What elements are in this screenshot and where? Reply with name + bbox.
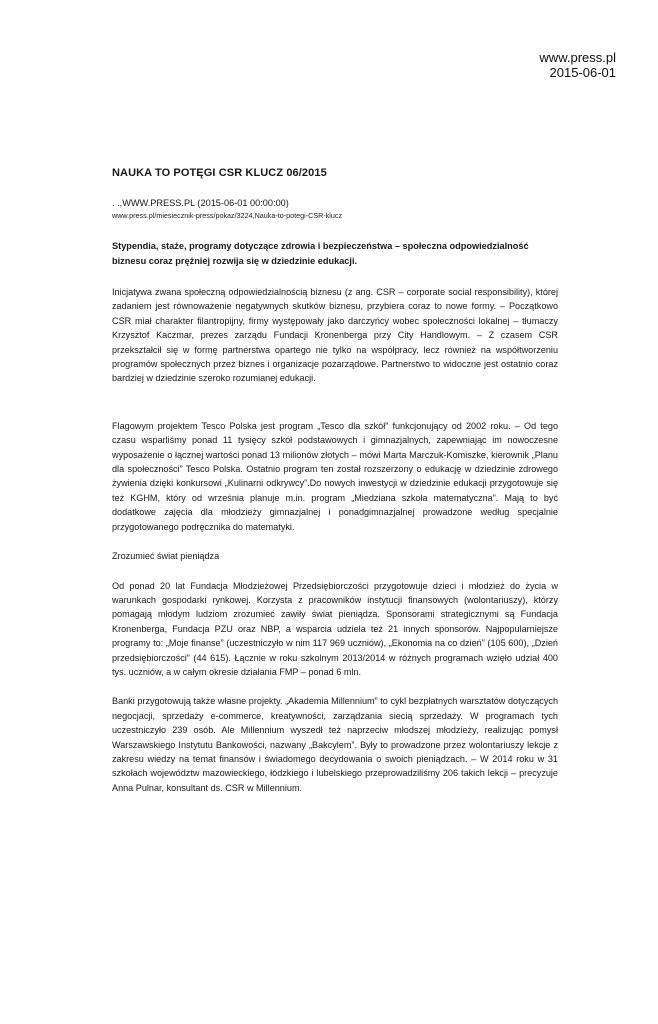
header-date: 2015-06-01 — [549, 65, 616, 80]
article-paragraph: Inicjatywa zwana społeczną odpowiedzialnością biznesu (z ang. CSR – corporate social responsibility), której zadaniem jest równoważenie negatywnych skutków biznesu, przybiera coraz to nowe formy. – Początkowo CSR miał charakter filantropijny, firmy występowały jako darczyńcy wobec społeczności lokalnej – tłumaczy Krzysztof Kaczmar, prezes zarządu Fundacji Kronenberga przy City Handlowym. – Z czasem CSR przekształcił się w formę partnerstwa opartego nie tylko na współpracy, lecz również na współtworzeniu programów społecznych przez biznes i organizacje pozarządowe. Partnerstwo to widoczne jest ostatnio coraz bardziej w dziedzinie szeroko rozumianej edukacji. — [112, 287, 558, 384]
article-source: . .,WWW.PRESS.PL (2015-06-01 00:00:00) — [112, 198, 289, 208]
section-heading: Zrozumieć świat pieniądza — [112, 551, 220, 562]
article-paragraph: Flagowym projektem Tesco Polska jest program „Tesco dla szkół” funkcjonujący od 2002 roku. – Od tego czasu wsparliśmy ponad 11 tysięcy szkół podstawowych i gimnazjalnych, zapewniając im nowoczesne wyposażenie o łącznej wartości ponad 13 milionów złotych – mówi Marta Marczuk-Komiszke, kierownik „Planu dla społeczności” Tesco Polska. Ostatnio program ten został rozszerzony o edukację w dziedzinie zdrowego żywienia dzięki konkursowi „Kulinarni odkrywcy”.Do nowych inwestycji w dziedzinie edukacji przygotowuje się też KGHM, który od września planuje m.in. program „Miedziana szkoła matematyczna”. Mają to być dodatkowe zajęcia dla młodzieży gimnazjalnej i ponadgimnazjalnej prowadzone według specjalnie przygotowanego podręcznika do matematyki. — [112, 420, 558, 532]
article-paragraph: Od ponad 20 lat Fundacja Młodzieżowej Przedsiębiorczości przygotowuje dzieci i młodzież do życia w warunkach gospodarki rynkowej. Korzysta z pracowników instytucji finansowych (wolontariuszy), którzy pomagają młodym ludziom zrozumieć zawiły świat pieniądza. Sponsorami strategicznymi są Fundacja Kronenberga, Fundacja PZU oraz NBP, a wsparcia udziela też 21 innych sponsorów. Najpopularniejsze programy to: „Moje finanse” (uczestniczyło w nim 117 969 uczniów), „Ekonomia na co dzień” (105 600), „Dzień przedsiębiorczości” (44 615). Łącznie w roku szkolnym 2013/2014 w różnych programach wzięło udział 400 tys. uczniów, a w całym okresie działania FMP – ponad 6 mln. — [112, 580, 558, 677]
site-name: www.press.pl — [539, 50, 616, 65]
page-header — [539, 50, 616, 80]
article-title: NAUKA TO POTĘGI CSR KLUCZ 06/2015 — [112, 167, 327, 179]
article — [112, 167, 558, 810]
article-url: www.press.pl/miesiecznik-press/pokaz/3224,Nauka-to-potegi-CSR-klucz — [112, 211, 343, 220]
article-paragraph: Banki przygotowują także własne projekty. „Akademia Millennium” to cykl bezpłatnych warsztatów dotyczących negocjacji, sprzedaży e-commerce, kreatywności, zarządzania siecią sprzedaży. W programach tych uczestniczyło 239 osób. Ale Millennium wyszedł też naprzeciw młodszej młodzieży, realizując pomysł Warszawskiego Instytutu Bankowości, nazwany „Bakcylem”. Były to prowadzone przez wolontariuszy lekcje z zakresu wiedzy na temat finansów i świadomego decydowania o swoich pieniądzach. – W 2014 roku w 31 szkołach województw mazowieckiego, łódzkiego i lubelskiego przeprowadziliśmy 206 takich lekcji – precyzuje Anna Pulnar, konsultant ds. CSR w Millennium. — [112, 696, 558, 793]
article-lead: Stypendia, staże, programy dotyczące zdrowia i bezpieczeństwa – społeczna odpowiedzialność biznesu coraz prężniej rozwija się w dziedzinie edukacji. — [112, 241, 529, 266]
